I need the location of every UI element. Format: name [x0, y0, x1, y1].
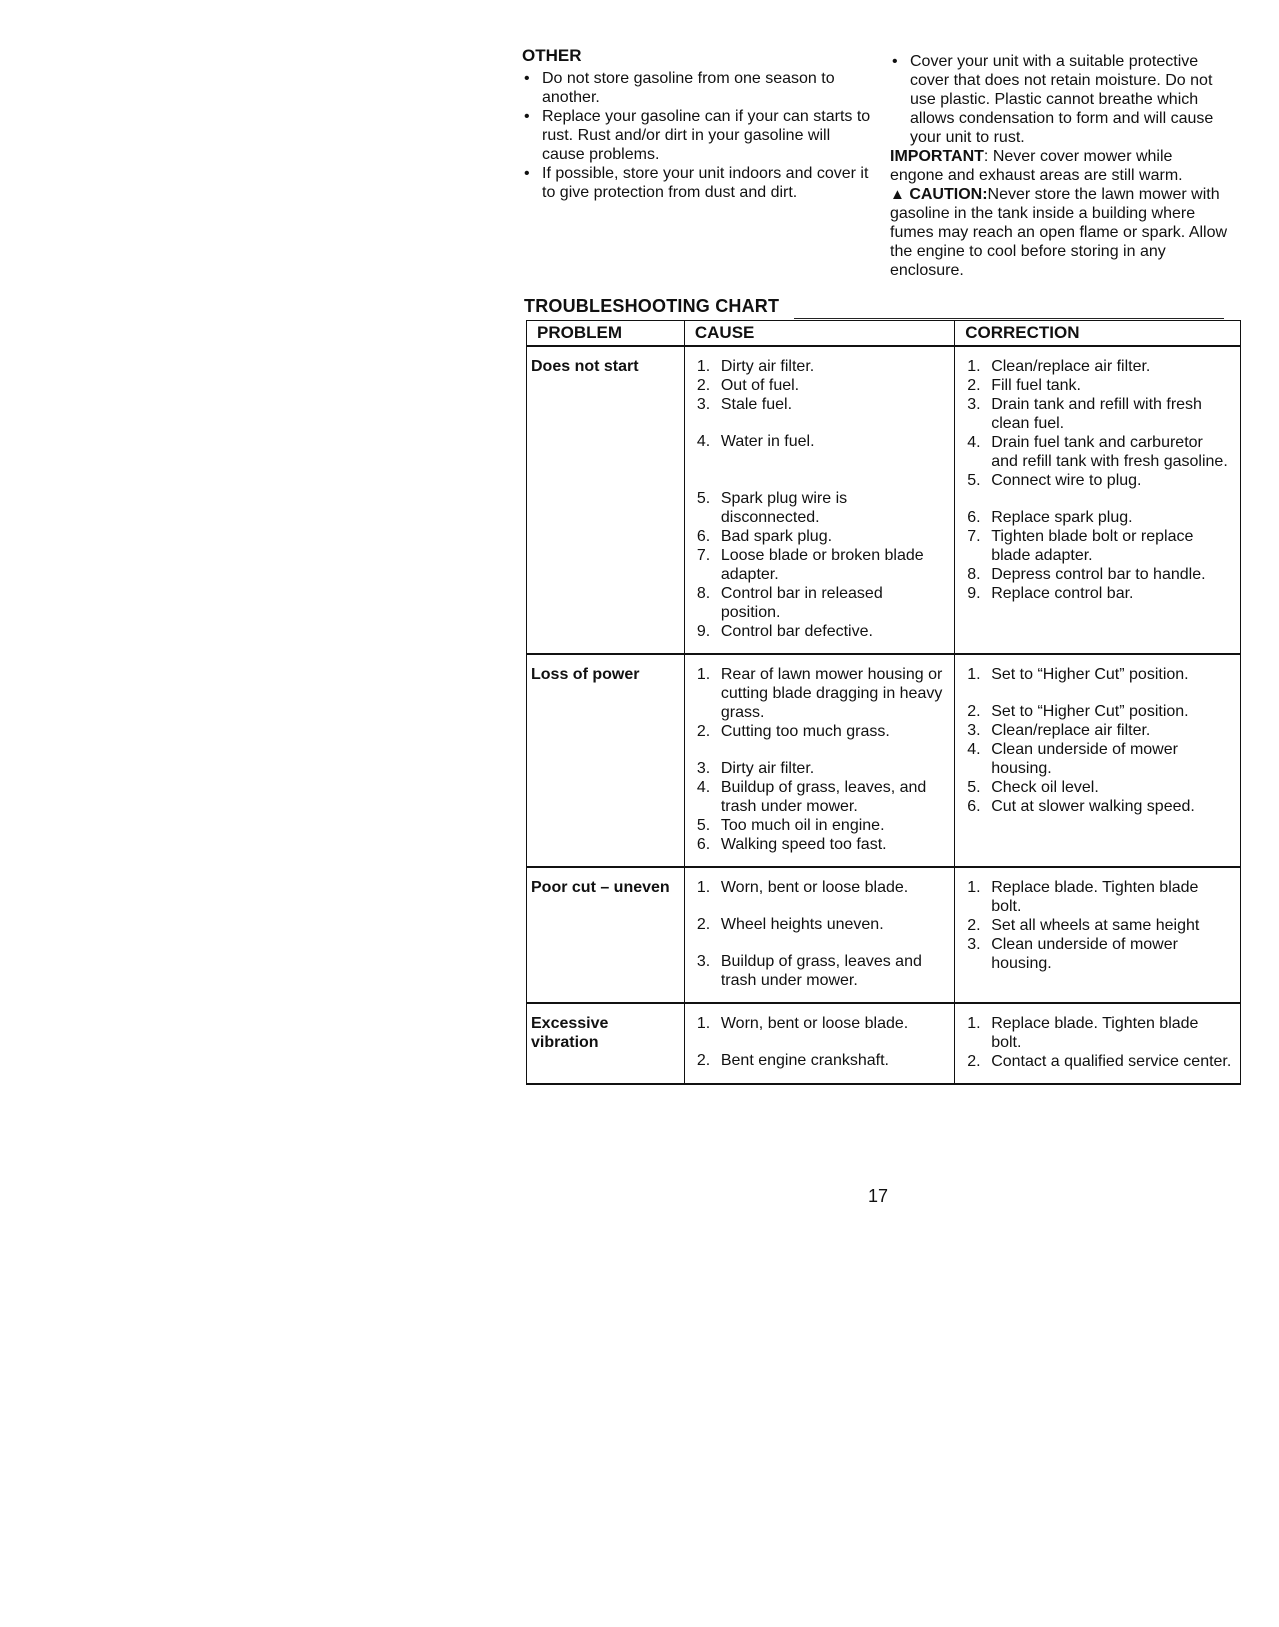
correction-cell [955, 654, 1241, 867]
correction-item: 4. Drain fuel tank and carburetor and refill tank with fresh gasoline. [967, 434, 1228, 470]
warning-triangle-icon: ▲ [890, 186, 905, 203]
cause-item: 1. Dirty air filter. [696, 358, 815, 375]
correction-item: 4. Clean underside of mower housing. [967, 741, 1178, 777]
header-correction: CORRECTION [955, 321, 1241, 347]
important-note [890, 147, 1230, 185]
correction-item: 3. Clean/replace air filter. [967, 722, 1151, 739]
cause-item: 5. Too much oil in engine. [696, 817, 885, 834]
caution-text: Never store the lawn mower with gasoline in the tank inside a building where fumes may reach an open flame or spark. Allow the engine to cool before storing in any enclosure. [890, 186, 1228, 279]
correction-item: 5. Connect wire to plug. [967, 472, 1142, 489]
table-row [527, 654, 1241, 867]
problem-cell: Does not start [527, 346, 685, 654]
storage-notes [890, 52, 1230, 280]
cause-item: 6. Bad spark plug. [696, 528, 833, 545]
chart-title: TROUBLESHOOTING CHART [524, 296, 780, 316]
correction-item: 6. Cut at slower walking speed. [967, 798, 1195, 815]
cause-item: 2. Out of fuel. [696, 377, 800, 394]
problem-cell: Poor cut – uneven [527, 867, 685, 1003]
cause-item: 8. Control bar in released position. [696, 585, 883, 621]
correction-item: 1. Set to “Higher Cut” position. [967, 666, 1189, 683]
caution-label: CAUTION: [909, 186, 988, 203]
table-header-row [527, 321, 1241, 347]
correction-item: 7. Tighten blade bolt or replace blade adapter. [967, 528, 1194, 564]
cause-item: 2. Bent engine crankshaft. [696, 1052, 889, 1069]
cause-item: 3. Stale fuel. [696, 396, 793, 413]
correction-item: 2. Contact a qualified service center. [967, 1053, 1232, 1070]
cause-item: 1. Worn, bent or loose blade. [696, 879, 909, 896]
cause-item: 4. Water in fuel. [696, 433, 815, 450]
correction-item: 1. Replace blade. Tighten blade bolt. [967, 1015, 1199, 1051]
table-row [527, 1003, 1241, 1084]
other-bullet-list [522, 69, 872, 202]
cause-item: 1. Rear of lawn mower housing or cutting blade dragging in heavy grass. [696, 666, 943, 721]
correction-item: 2. Fill fuel tank. [967, 377, 1081, 394]
important-text: : Never cover mower while engone and exhaust areas are still warm. [890, 148, 1183, 184]
cause-cell [684, 867, 954, 1003]
problem-cell: Excessive vibration [527, 1003, 685, 1084]
other-section [522, 46, 872, 202]
cause-item: 3. Dirty air filter. [696, 760, 815, 777]
cause-item: 3. Buildup of grass, leaves and trash under mower. [696, 953, 922, 989]
troubleshooting-table [526, 320, 1241, 1085]
other-heading: OTHER [522, 46, 582, 65]
correction-item: 2. Set to “Higher Cut” position. [967, 703, 1189, 720]
cause-item: 5. Spark plug wire is disconnected. [696, 490, 848, 526]
page-number: 17 [868, 1186, 889, 1206]
correction-item: 9. Replace control bar. [967, 585, 1134, 602]
other-bullet-1: • Do not store gasoline from one season to another. [522, 69, 872, 107]
other-bullet-2: • Replace your gasoline can if your can starts to rust. Rust and/or dirt in your gasoline will cause problems. [522, 107, 872, 164]
correction-item: 1. Replace blade. Tighten blade bolt. [967, 879, 1199, 915]
correction-item: 1. Clean/replace air filter. [967, 358, 1151, 375]
correction-item: 3. Clean underside of mower housing. [967, 936, 1178, 972]
other-bullet-3: • If possible, store your unit indoors and cover it to give protection from dust and dirt. [522, 164, 872, 202]
cause-cell [684, 1003, 954, 1084]
cover-bullet: • Cover your unit with a suitable protective cover that does not retain moisture. Do not use plastic. Plastic cannot breathe which allows condensation to form and will cause your unit to rust. [890, 52, 1230, 147]
correction-cell [955, 1003, 1241, 1084]
correction-item: 6. Replace spark plug. [967, 509, 1133, 526]
header-problem: PROBLEM [527, 321, 685, 347]
cause-item: 9. Control bar defective. [696, 623, 873, 640]
correction-cell [955, 346, 1241, 654]
cause-item: 2. Wheel heights uneven. [696, 916, 884, 933]
correction-item: 2. Set all wheels at same height [967, 917, 1200, 934]
correction-item: 5. Check oil level. [967, 779, 1099, 796]
cause-item: 2. Cutting too much grass. [696, 723, 890, 740]
cause-cell [684, 346, 954, 654]
table-row [527, 346, 1241, 654]
problem-cell: Loss of power [527, 654, 685, 867]
correction-item: 8. Depress control bar to handle. [967, 566, 1206, 583]
correction-cell [955, 867, 1241, 1003]
cause-item: 1. Worn, bent or loose blade. [696, 1015, 909, 1032]
cause-cell [684, 654, 954, 867]
title-rule [794, 318, 1224, 319]
caution-note [890, 185, 1230, 280]
cause-item: 6. Walking speed too fast. [696, 836, 887, 853]
important-label: IMPORTANT [890, 148, 984, 165]
cover-bullet-list [890, 52, 1230, 147]
cause-item: 4. Buildup of grass, leaves, and trash under mower. [696, 779, 927, 815]
cause-item: 7. Loose blade or broken blade adapter. [696, 547, 924, 583]
table-row [527, 867, 1241, 1003]
header-cause: CAUSE [684, 321, 954, 347]
correction-item: 3. Drain tank and refill with fresh clean fuel. [967, 396, 1202, 432]
